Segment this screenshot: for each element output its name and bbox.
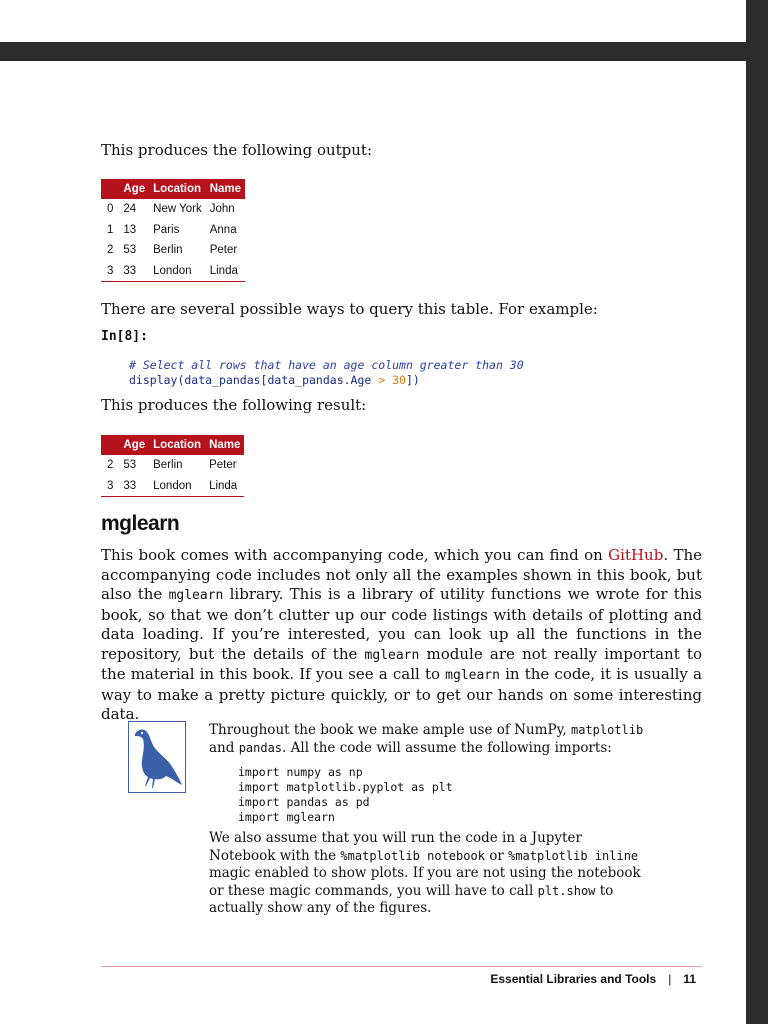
table-cell: Peter [209,244,238,257]
table-cell: 53 [123,244,137,257]
table-cell: John [209,203,235,216]
note-text: magic enabled to show plots. If you are not using the notebook or these magic commands, you will have to call [209,865,641,899]
code-line: import matplotlib.pyplot as plt [238,780,453,794]
note-text: . All the code will assume the following imports: [282,739,612,756]
table-cell: 33 [119,261,149,282]
table-cell: 33 [119,476,149,497]
body-text: . The accompanying code includes not only all the examples shown in this book, but also the [101,546,702,603]
note-text: and [209,739,239,756]
column-header: Location [149,435,205,455]
note-paragraph-1 [209,722,644,757]
inline-code: mglearn [168,588,224,603]
table-row [101,476,244,497]
note-paragraph-2 [209,830,644,918]
output-table [101,179,245,282]
table-cell: 2 [107,459,114,472]
note-text: We also assume that you will run the code in a Jupyter Notebook with the [209,830,582,864]
table-header-row [101,435,244,455]
table-cell: 3 [101,476,119,497]
column-header: Age [119,179,149,199]
table-cell: Linda [206,261,245,282]
github-link[interactable]: GitHub [608,546,664,564]
table-cell: 2 [107,244,114,257]
table-cell: Anna [209,223,237,236]
table-cell: 3 [101,261,119,282]
body-text: in the code, it is usually a way to make a pretty picture quickly, or to get our hands on some interesting data. [101,665,702,723]
inline-code: mglearn [364,647,420,663]
page-number: 11 [683,972,696,986]
column-header [101,435,119,455]
table-row [101,220,245,241]
column-header: Name [206,179,245,199]
imports-code [238,765,453,825]
table-cell: 0 [107,203,114,216]
table-cell: 13 [123,223,137,236]
column-header: Name [205,435,244,455]
result-intro: This produces the following result: [101,396,367,414]
inline-code: %matplotlib notebook [340,848,485,863]
code-line: import numpy as np [238,765,363,779]
table-header-row [101,179,245,199]
footer-section: Essential Libraries and Tools [490,972,657,986]
note-text: to actually show any of the figures. [209,882,614,916]
table-row [101,240,245,261]
inline-code: mglearn [445,668,500,683]
inline-code: %matplotlib inline [508,848,639,863]
table-cell: Linda [205,476,244,497]
query-intro: There are several possible ways to query this table. For example: [101,300,598,318]
code-comment: # Select all rows that have an age column greater than 30 [129,358,524,372]
top-bar [0,42,746,61]
section-heading: mglearn [101,512,180,535]
table-cell: Berlin [153,459,183,472]
footer-separator: | [668,972,672,986]
inline-code: plt.show [537,883,596,898]
output-intro: This produces the following output: [101,141,373,159]
inline-code: pandas [238,740,283,755]
table-cell: 1 [107,223,114,236]
table-cell: Berlin [153,244,183,257]
code-block [129,358,524,388]
body-text: This book comes with accompanying code, which you can find on [101,546,609,564]
code-close: ]) [405,373,420,387]
body-text: library. This is a library of utility functions we wrote for this book, so that we don’t clutter up our code listings with details of plotting and data loading. If you’re interested, you can look up all the functions in the repository, but the details of the [101,585,702,663]
code-line: import mglearn [238,810,335,824]
page-footer [490,972,696,986]
note-text: Throughout the book we make ample use of NumPy, [209,722,571,738]
code-call: display(data_pandas[data_pandas.Age [129,373,379,387]
column-header: Location [149,179,206,199]
body-text: module are not really important to the material in this book. If you see a call to [101,644,702,683]
code-line: import pandas as pd [238,795,370,809]
table-row [101,199,245,220]
bird-icon [128,721,186,793]
table-row [101,455,244,476]
cell-prompt: In[8]: [101,329,148,344]
column-header [101,179,119,199]
result-table [101,435,244,497]
code-operator: > [378,373,386,387]
note-text: or [484,847,509,864]
table-cell: 53 [123,459,137,472]
table-cell: Paris [153,223,180,236]
footer-rule [101,966,702,967]
body-paragraph [101,546,702,725]
table-row [101,261,245,282]
table-cell: London [149,476,205,497]
inline-code: matplotlib [570,723,644,737]
table-cell: 24 [123,203,137,216]
table-cell: New York [153,203,202,216]
column-header: Age [119,435,149,455]
table-cell: Peter [209,459,237,472]
right-edge-bar [746,0,768,1024]
code-number: 30 [392,373,406,387]
table-cell: London [149,261,206,282]
